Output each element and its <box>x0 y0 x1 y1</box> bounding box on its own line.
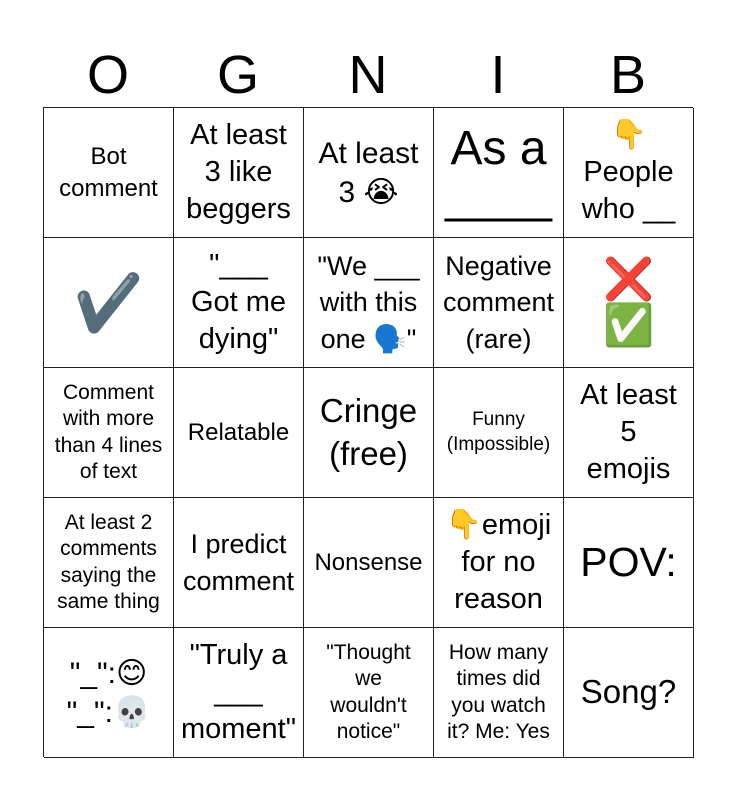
bingo-cell-r4c2[interactable] <box>174 498 304 628</box>
bingo-cell-r1c1[interactable] <box>44 108 174 238</box>
bingo-cell-r4c5[interactable] <box>564 498 694 628</box>
bingo-cell-r3c4[interactable] <box>434 368 564 498</box>
bingo-cell-r4c3[interactable] <box>304 498 434 628</box>
check-mark-icon: ✔️ <box>73 270 144 334</box>
cell-label: Funny (Impossible) <box>446 408 551 455</box>
bingo-cell-r5c3[interactable] <box>304 628 434 758</box>
bingo-cell-r1c2[interactable] <box>174 108 304 238</box>
bingo-header <box>43 44 693 106</box>
bingo-cell-r1c4[interactable] <box>434 108 564 238</box>
cross-and-check-icons: ❌ ✅ <box>602 256 655 348</box>
bingo-board <box>43 107 693 757</box>
bingo-cell-r2c4[interactable] <box>434 238 564 368</box>
bingo-cell-r5c5[interactable] <box>564 628 694 758</box>
cell-label: "We ___ with this one 🗣️" <box>317 250 420 354</box>
bingo-cell-r2c5[interactable] <box>564 238 694 368</box>
bingo-cell-r4c4[interactable] <box>434 498 564 628</box>
bingo-cell-r5c1[interactable] <box>44 628 174 758</box>
bingo-cell-r3c1[interactable] <box>44 368 174 498</box>
bingo-cell-r2c1[interactable] <box>44 238 174 368</box>
cell-label: Bot comment <box>59 143 158 202</box>
cell-label: At least 5 emojis <box>580 379 677 485</box>
cell-label: Cringe (free) <box>319 391 418 472</box>
cell-label: Song? <box>580 673 677 711</box>
cell-label: "Thought we wouldn't notice" <box>326 641 411 743</box>
header-letter-n: N <box>348 45 388 105</box>
cell-label: At least 3 😭 <box>318 136 419 209</box>
bingo-cell-r4c1[interactable] <box>44 498 174 628</box>
cell-label: How many times did you watch it? Me: Yes <box>447 641 550 743</box>
cell-label: "Truly a ___ moment" <box>180 639 297 745</box>
bingo-cell-r2c2[interactable] <box>174 238 304 368</box>
cell-label: As a ____ <box>445 121 552 223</box>
header-letter-o: O <box>86 45 129 105</box>
bingo-cell-r2c3[interactable] <box>304 238 434 368</box>
header-letter-g: G <box>216 45 259 105</box>
cell-label: 👇 People who __ <box>581 119 676 225</box>
cell-label: 👇emoji for no reason <box>445 509 552 615</box>
bingo-cell-r5c2[interactable] <box>174 628 304 758</box>
cell-label: Comment with more than 4 lines of text <box>54 381 163 483</box>
cell-label: At least 3 like beggers <box>186 119 291 225</box>
header-letter-i: I <box>490 45 506 105</box>
cell-label: "_":😊 "_":💀 <box>66 656 151 729</box>
bingo-cell-r3c2[interactable] <box>174 368 304 498</box>
bingo-cell-r3c3[interactable] <box>304 368 434 498</box>
cell-label: "___ Got me dying" <box>190 249 287 355</box>
bingo-cell-r1c5[interactable] <box>564 108 694 238</box>
bingo-cell-r5c4[interactable] <box>434 628 564 758</box>
cell-label: Relatable <box>187 418 290 446</box>
header-letter-b: B <box>609 45 647 105</box>
bingo-cell-r3c5[interactable] <box>564 368 694 498</box>
cell-label: I predict comment <box>182 529 295 596</box>
bingo-cell-r1c3[interactable] <box>304 108 434 238</box>
cell-label: POV: <box>580 538 677 585</box>
cell-label: Negative comment (rare) <box>442 250 555 354</box>
cell-label: Nonsense <box>314 548 423 576</box>
cell-label: At least 2 comments saying the same thing <box>57 511 160 613</box>
